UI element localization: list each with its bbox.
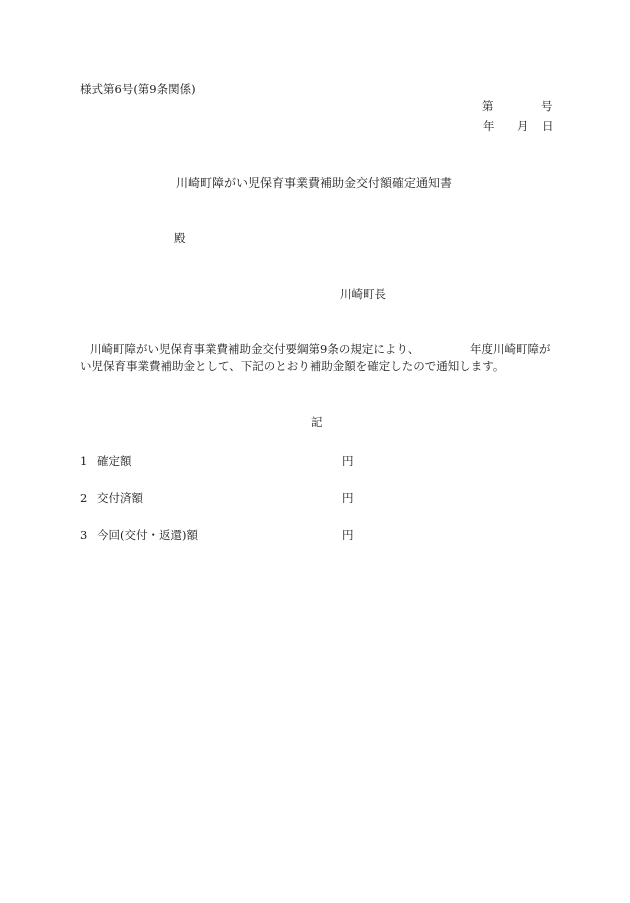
document-number-prefix: 第 <box>482 99 494 113</box>
date-year-label: 年 <box>483 119 495 133</box>
sender-name: 川崎町長 <box>340 287 386 301</box>
date-month-label: 月 <box>517 119 529 133</box>
item-label: 確定額 <box>97 454 132 468</box>
body-text-line2: い児保育事業費補助金として、下記のとおり補助金額を確定したので通知します。 <box>80 359 505 373</box>
body-text-line1: 川崎町障がい児保育事業費補助金交付要綱第9条の規定により、 <box>90 342 420 356</box>
item-number: 1 <box>80 454 88 468</box>
document-title: 川崎町障がい児保育事業費補助金交付額確定通知書 <box>176 176 453 190</box>
item-label: 今回(交付・返還)額 <box>97 528 198 542</box>
document-number-suffix: 号 <box>541 99 553 113</box>
body-text-line1-continued: 年度川崎町障が <box>470 342 551 356</box>
item-unit: 円 <box>342 491 354 505</box>
item-number: 3 <box>80 528 88 542</box>
item-label: 交付済額 <box>97 491 143 505</box>
item-unit: 円 <box>342 528 354 542</box>
item-unit: 円 <box>342 454 354 468</box>
form-number: 様式第6号(第9条関係) <box>80 82 196 96</box>
item-number: 2 <box>80 491 88 505</box>
addressee-honorific: 殿 <box>174 231 186 245</box>
ki-heading: 記 <box>311 415 323 429</box>
date-day-label: 日 <box>542 119 554 133</box>
